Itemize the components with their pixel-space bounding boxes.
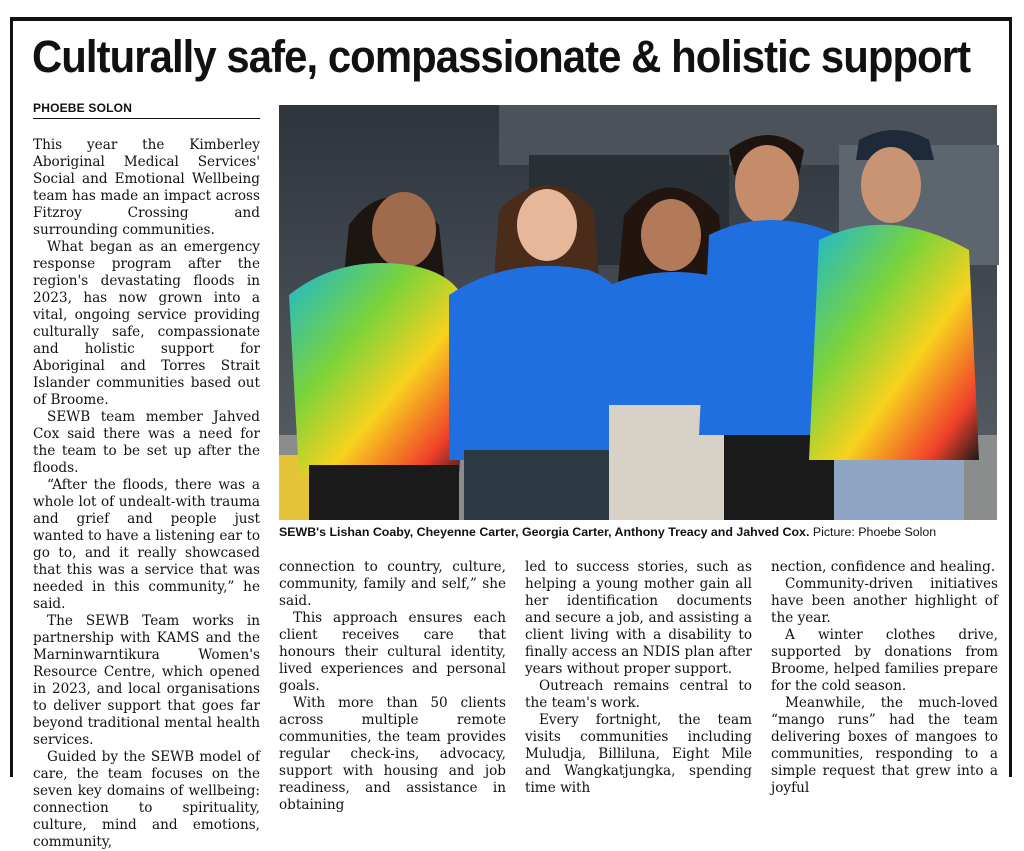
photo-caption bbox=[279, 525, 999, 539]
paragraph: What began as an emergency response program after the region's devastating floods in 2023, has now grown into a vital, ongoing service providing culturally safe, compassionate and holistic support for Aboriginal and Torres Strait Islander communities based out of Broome. bbox=[33, 239, 260, 408]
paragraph: Community-driven initiatives have been another highlight of the year. bbox=[771, 576, 998, 626]
article-column-2 bbox=[279, 559, 506, 813]
paragraph: connection to country, culture, community, family and self,” she said. bbox=[279, 559, 506, 609]
paragraph: Meanwhile, the much-loved “mango runs” had the team delivering boxes of mangoes to communities, responding to a simple request that grew into a joyful bbox=[771, 695, 998, 796]
group-photo-illustration bbox=[279, 105, 997, 520]
paragraph: This year the Kimberley Aboriginal Medical Services' Social and Emotional Wellbeing team has made an impact across Fitzroy Crossing and surrounding communities. bbox=[33, 137, 260, 238]
paragraph: This approach ensures each client receives care that honours their cultural identity, lived experiences and personal goals. bbox=[279, 610, 506, 694]
caption-names: SEWB's Lishan Coaby, Cheyenne Carter, Georgia Carter, Anthony Treacy and Jahved Cox. bbox=[279, 525, 810, 539]
paragraph: Guided by the SEWB model of care, the team focuses on the seven key domains of wellbeing: connection to spirituality, culture, mind and emotions, community, bbox=[33, 749, 260, 850]
article-column-3 bbox=[525, 559, 752, 796]
paragraph: Outreach remains central to the team's work. bbox=[525, 678, 752, 711]
caption-credit: Picture: Phoebe Solon bbox=[812, 525, 937, 539]
newspaper-page bbox=[10, 17, 1012, 850]
paragraph: The SEWB Team works in partnership with KAMS and the Marninwarntikura Women's Resource Centre, which opened in 2023, and local organisations to deliver support that goes far beyond traditional mental health services. bbox=[33, 613, 260, 748]
article-byline: PHOEBE SOLON bbox=[33, 101, 260, 119]
paragraph: With more than 50 clients across multiple remote communities, the team provides regular check-ins, advocacy, support with housing and job readiness, and assistance in obtaining bbox=[279, 695, 506, 813]
article-column-4 bbox=[771, 559, 998, 796]
article-headline: Culturally safe, compassionate & holistic support bbox=[32, 31, 971, 82]
article-column-1 bbox=[33, 137, 260, 850]
paragraph: Every fortnight, the team visits communities including Muludja, Billiluna, Eight Mile and Wangkatjungka, spending time with bbox=[525, 712, 752, 796]
paragraph: A winter clothes drive, supported by donations from Broome, helped families prepare for the cold season. bbox=[771, 627, 998, 694]
group-photo bbox=[279, 105, 997, 520]
paragraph: led to success stories, such as helping a young mother gain all her identification documents and secure a job, and assisting a client living with a disability to finally access an NDIS plan after years without proper support. bbox=[525, 559, 752, 677]
paragraph: “After the floods, there was a whole lot of undealt-with trauma and grief and people just wanted to have a listening ear to go to, and it really showcased that this was a service that was needed in this community,” he said. bbox=[33, 477, 260, 612]
paragraph: nection, confidence and healing. bbox=[771, 559, 996, 575]
paragraph: SEWB team member Jahved Cox said there was a need for the team to be set up after the floods. bbox=[33, 409, 260, 476]
